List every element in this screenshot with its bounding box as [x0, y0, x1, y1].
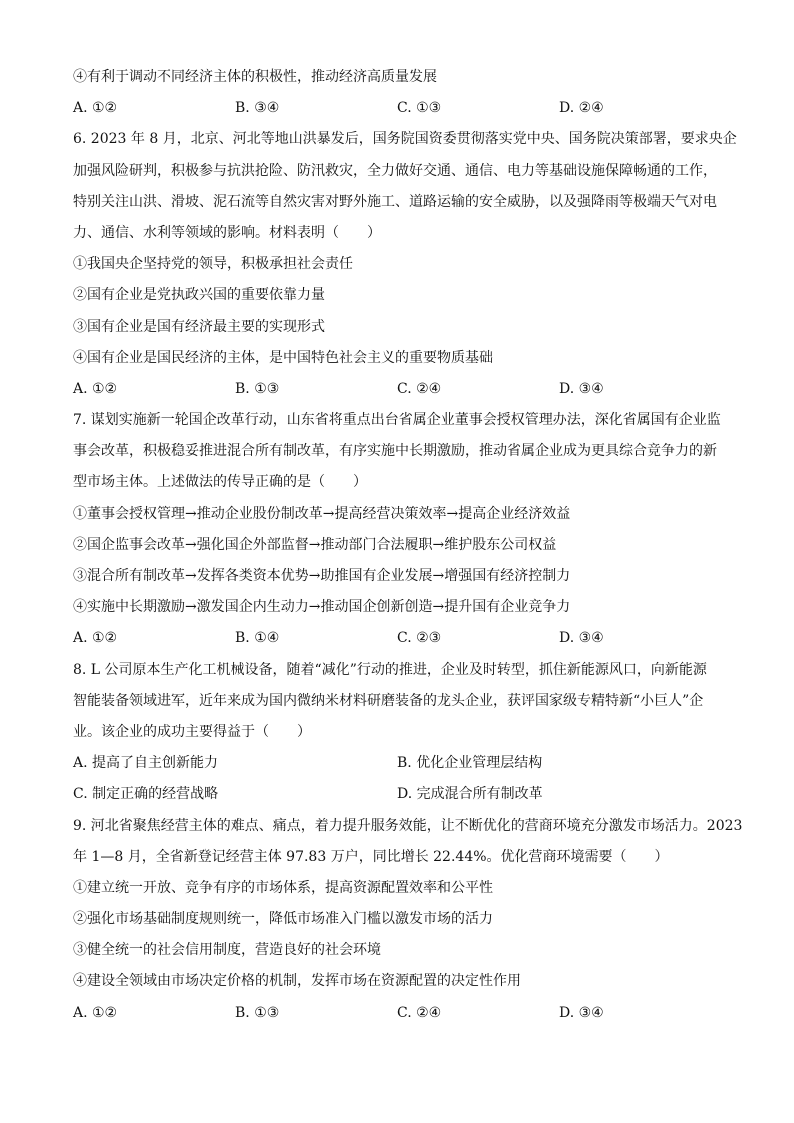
- q8-option-d[interactable]: D. 完成混合所有制改革: [397, 786, 543, 803]
- q6-stem: [73, 124, 737, 249]
- q9-item-4: ④建设全领域由市场决定价格的机制，发挥市场在资源配置的决定性作用: [73, 973, 521, 990]
- q7-item-1: ①董事会授权管理→推动企业股份制改革→提高经营决策效率→提高企业经济效益: [73, 505, 571, 522]
- q6-stem-line: 6. 2023 年 8 月，北京、河北等地山洪暴发后，国务院国资委贯彻落实党中央、国务院决策部署，要求央企: [73, 131, 737, 148]
- q9-stem: [73, 811, 743, 873]
- q8-option-c[interactable]: C. 制定正确的经营战略: [73, 786, 219, 803]
- q8-option-b[interactable]: B. 优化企业管理层结构: [397, 755, 543, 772]
- q6-option-a[interactable]: A. ①②: [73, 380, 118, 397]
- q7-stem-line: 7. 谋划实施新一轮国企改革行动，山东省将重点出台省属企业董事会授权管理办法，深化省属国有企业监: [73, 412, 721, 429]
- q8-stem-line: 8. L 公司原本生产化工机械设备，随着“减化”行动的推进，企业及时转型，抓住新能源风口，向新能源: [73, 661, 707, 678]
- q5-option-d[interactable]: D. ②④: [559, 100, 604, 117]
- q7-option-b[interactable]: B. ①④: [235, 630, 280, 647]
- q7-option-a[interactable]: A. ①②: [73, 630, 118, 647]
- q7-stem-line: 型市场主体。上述做法的传导正确的是（ ）: [73, 474, 367, 491]
- q6-item-2: ②国有企业是党执政兴国的重要依靠力量: [73, 287, 325, 304]
- q6-item-4: ④国有企业是国民经济的主体，是中国特色社会主义的重要物质基础: [73, 349, 493, 366]
- q7-option-d[interactable]: D. ③④: [559, 630, 604, 647]
- q9-item-1: ①建立统一开放、竞争有序的市场体系，提高资源配置效率和公平性: [73, 879, 493, 896]
- q8-stem-line: 业。该企业的成功主要得益于（ ）: [73, 723, 311, 740]
- q5-option-a[interactable]: A. ①②: [73, 100, 118, 117]
- q6-options: [73, 374, 723, 405]
- q8-stem: [73, 655, 723, 749]
- q9-option-b[interactable]: B. ①③: [235, 1004, 280, 1021]
- q7-item-2: ②国企监事会改革→强化国企外部监督→推动部门合法履职→维护股东公司权益: [73, 536, 557, 553]
- q7-item-3: ③混合所有制改革→发挥各类资本优势→助推国有企业发展→增强国有经济控制力: [73, 568, 571, 584]
- q6-stem-line: 特别关注山洪、滑坡、泥石流等自然灾害对野外施工、道路运输的安全威胁，以及强降雨等极端天气对电: [73, 193, 717, 210]
- q5-option-c[interactable]: C. ①③: [397, 100, 442, 117]
- q6-option-d[interactable]: D. ③④: [559, 380, 604, 397]
- document-body: [73, 62, 743, 1029]
- q6-option-c[interactable]: C. ②④: [397, 380, 442, 397]
- q9-stem-line: 9. 河北省聚焦经营主体的难点、痛点，着力提升服务效能，让不断优化的营商环境充分激发市场活力。2023: [73, 817, 743, 834]
- q9-item-2: ②强化市场基础制度规则统一，降低市场准入门槛以激发市场的活力: [73, 911, 493, 928]
- q7-option-c[interactable]: C. ②③: [397, 630, 442, 647]
- q5-option-b[interactable]: B. ③④: [235, 100, 280, 117]
- q7-stem-line: 事会改革，积极稳妥推进混合所有制改革，有序实施中长期激励，推动省属企业成为更具综合竞争力的新: [73, 443, 717, 460]
- q7-item-4: ④实施中长期激励→激发国企内生动力→推动国企创新创造→提升国有企业竞争力: [73, 599, 571, 616]
- q8-options-row-2: [73, 779, 723, 810]
- q9-stem-line: 年 1—8 月，全省新登记经营主体 97.83 万户，同比增长 22.44%。优化营商环境需要（ ）: [73, 848, 669, 865]
- q9-item-3: ③健全统一的社会信用制度，营造良好的社会环境: [73, 942, 381, 959]
- q9-option-c[interactable]: C. ②④: [397, 1004, 442, 1021]
- q9-option-a[interactable]: A. ①②: [73, 1004, 118, 1021]
- q6-item-3: ③国有企业是国有经济最主要的实现形式: [73, 318, 325, 335]
- q6-item-1: ①我国央企坚持党的领导，积极承担社会责任: [73, 256, 353, 273]
- q6-stem-line: 力、通信、水利等领域的影响。材料表明（ ）: [73, 224, 381, 241]
- q6-stem-line: 加强风险研判，积极参与抗洪抢险、防汛救灾，全力做好交通、通信、电力等基础设施保障畅通的工作，: [73, 162, 717, 179]
- q7-stem: [73, 405, 723, 499]
- q5-options: [73, 93, 723, 124]
- q8-stem-line: 智能装备领域进军，近年来成为国内微纳米材料研磨装备的龙头企业，获评国家级专精特新“小巨人”企: [73, 692, 704, 709]
- q6-option-b[interactable]: B. ①③: [235, 380, 280, 397]
- q8-option-a[interactable]: A. 提高了自主创新能力: [73, 755, 219, 772]
- q9-options: [73, 998, 723, 1029]
- q8-options-row-1: [73, 748, 723, 779]
- q7-options: [73, 623, 723, 654]
- q9-option-d[interactable]: D. ③④: [559, 1004, 604, 1021]
- q5-item-4: ④有利于调动不同经济主体的积极性，推动经济高质量发展: [73, 69, 437, 85]
